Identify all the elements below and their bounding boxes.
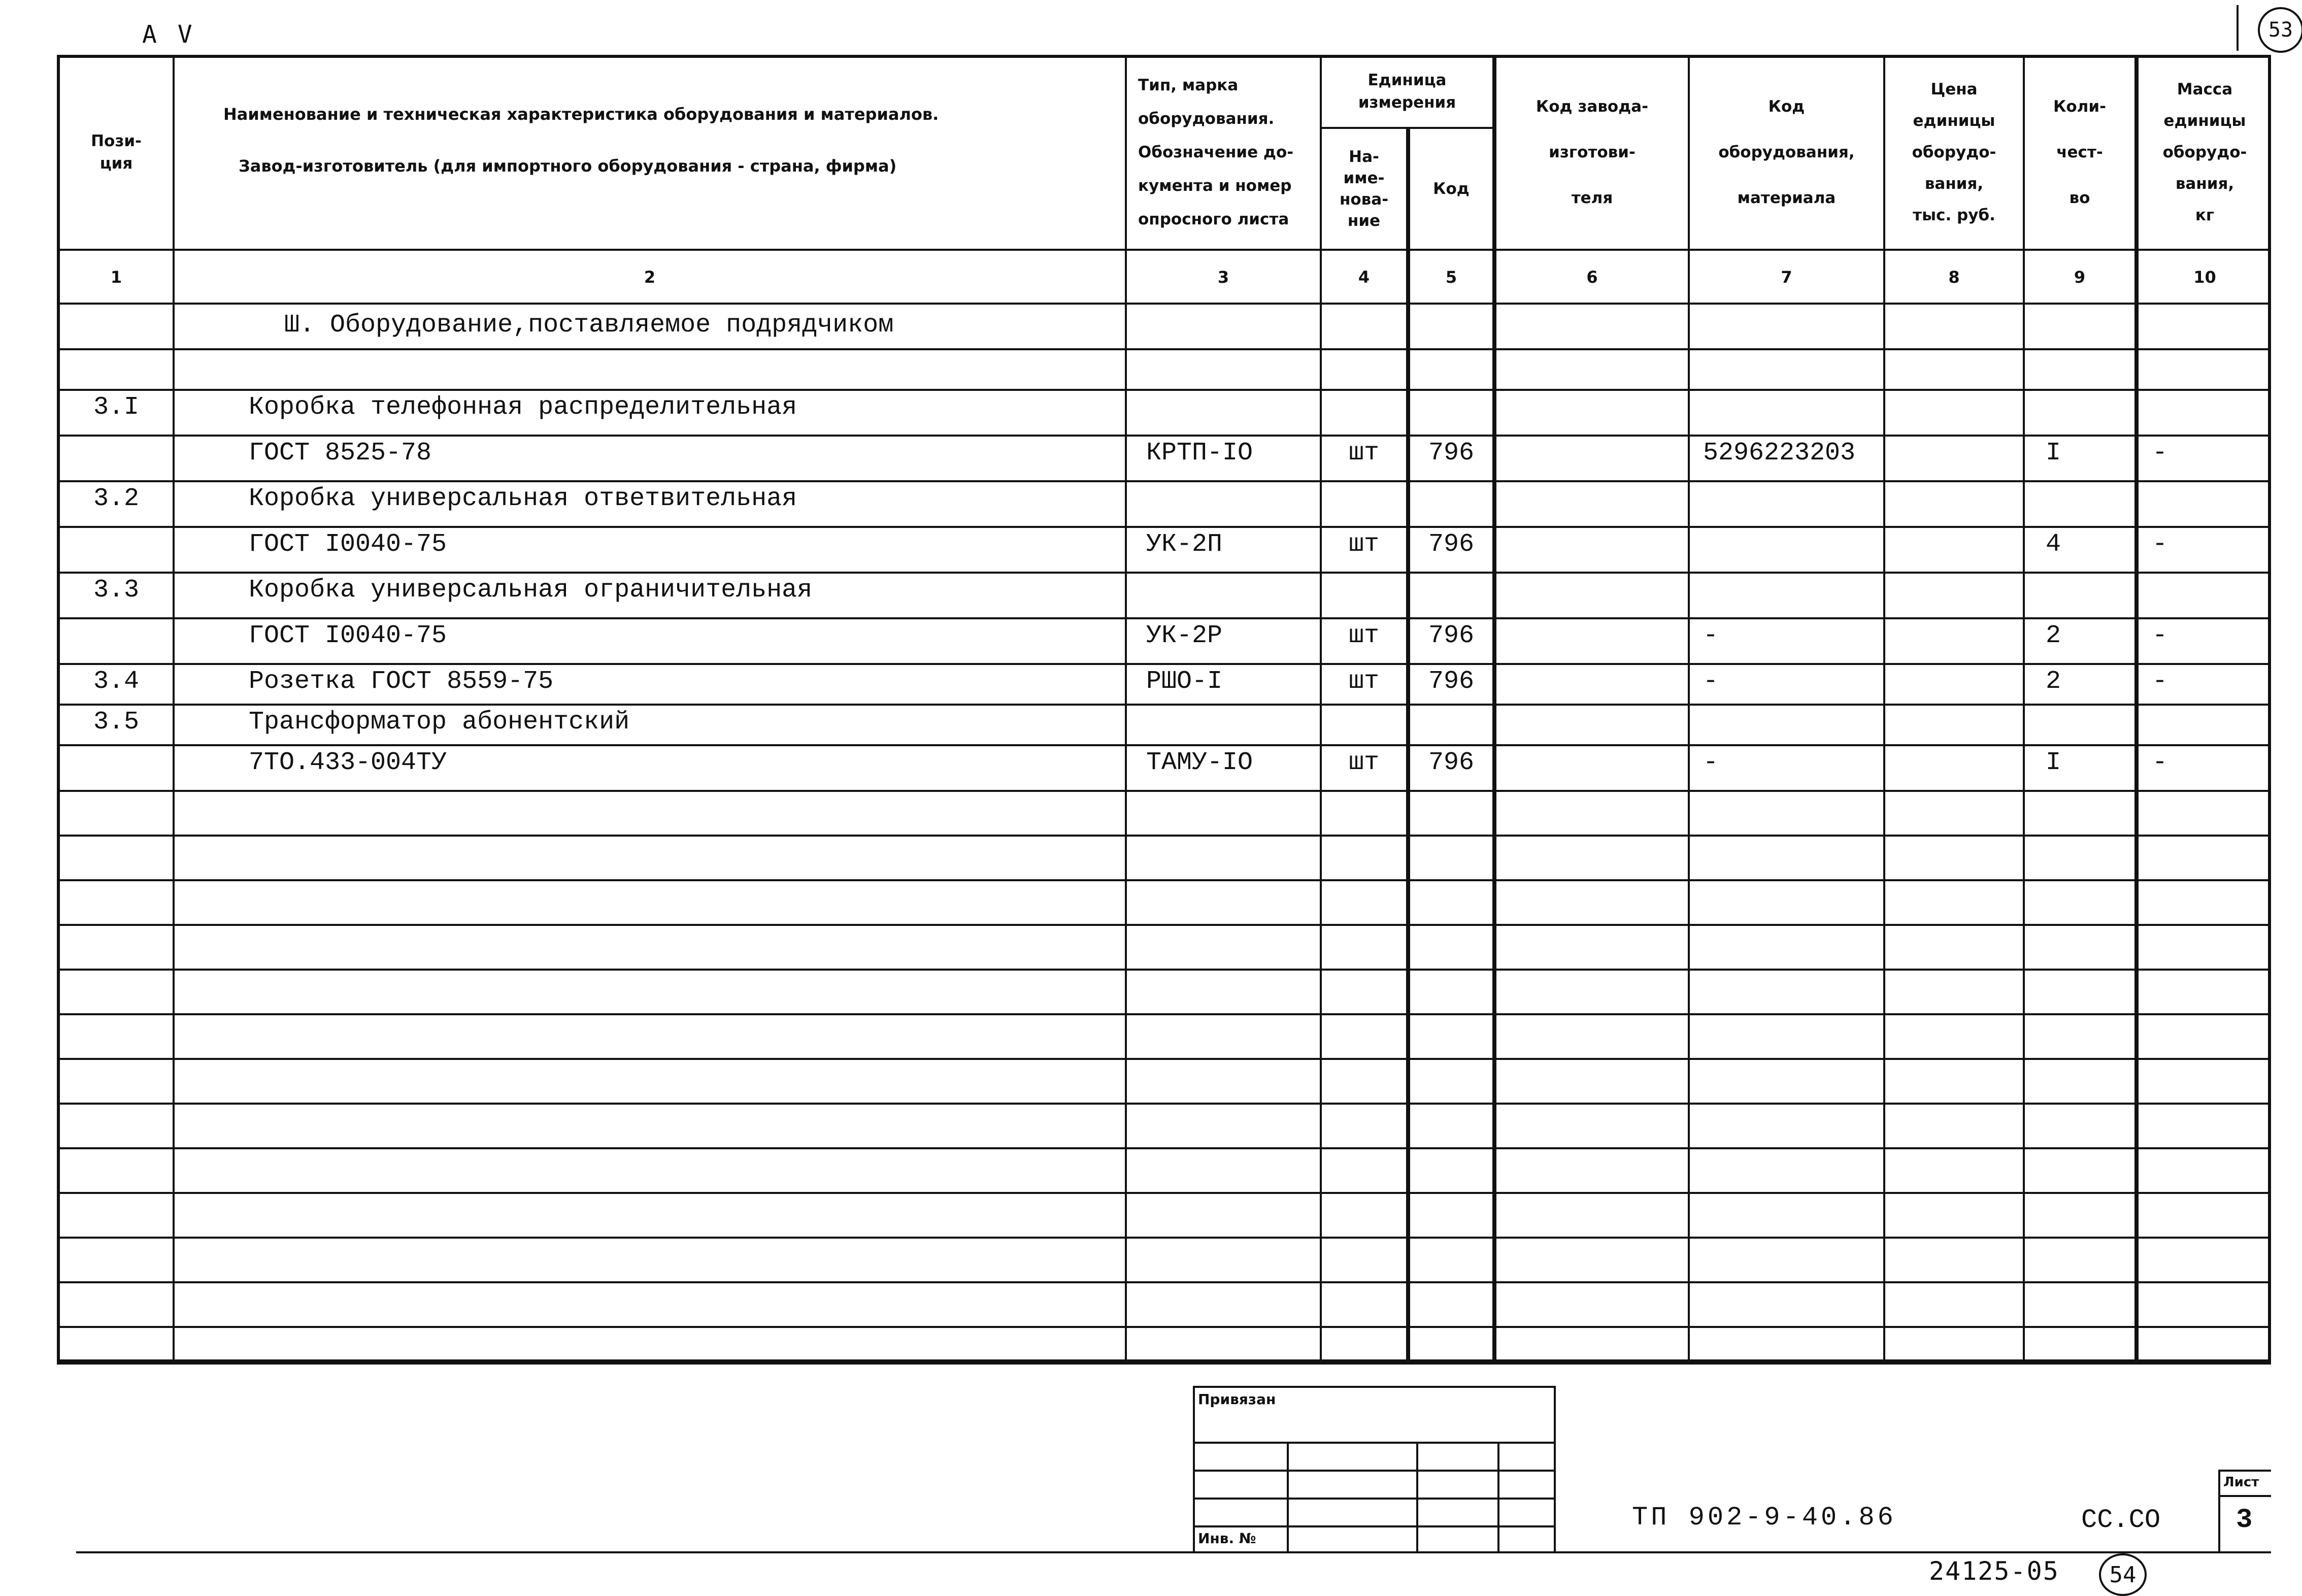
top-corner-line <box>2237 5 2239 51</box>
header-position: Пози- ция <box>91 132 142 173</box>
type-cell: ТАМУ-IO <box>1146 748 1253 777</box>
col-divider-3 <box>1320 55 1322 1362</box>
unit-code-cell: 796 <box>1428 748 1474 777</box>
document-mark: СС.СО <box>2081 1505 2161 1535</box>
header-plant-code: Код завода- изготови- теля <box>1536 97 1649 207</box>
position-cell: 3.I <box>93 393 139 422</box>
name-cell: Коробка телефонная распределительная <box>249 393 797 422</box>
equipment-code-cell: 5296223203 <box>1703 439 1856 468</box>
row-rule <box>57 348 2271 350</box>
quantity-cell: 2 <box>2046 621 2061 650</box>
row-rule <box>57 835 2271 837</box>
header-mass: Масса единицы оборудо- вания, кг <box>2162 80 2247 224</box>
unit-cell: шт <box>1348 667 1379 696</box>
column-number: 7 <box>1781 268 1792 287</box>
name-cell: Коробка универсальная ответвительная <box>249 484 797 513</box>
row-rule <box>57 1281 2271 1283</box>
mass-cell: - <box>2152 530 2168 559</box>
header-unit-group: Единица измерения <box>1358 71 1456 112</box>
header-price: Цена единицы оборудо- вания, тыс. руб. <box>1912 80 1996 224</box>
row-rule <box>57 790 2271 792</box>
name-cell: ГОСТ I0040-75 <box>249 530 447 559</box>
column-number: 2 <box>644 268 656 287</box>
row-rule <box>57 1192 2271 1194</box>
name-cell: Розетка ГОСТ 8559-75 <box>249 667 554 696</box>
row-rule <box>57 924 2271 926</box>
unit-cell: шт <box>1348 748 1379 777</box>
name-cell: ГОСТ I0040-75 <box>249 621 447 650</box>
mass-cell: - <box>2152 439 2168 468</box>
col-divider-4 <box>1406 127 1410 1362</box>
header-type: Тип, марка оборудования. Обозначение до- кумента и номер опросного листа <box>1138 76 1294 228</box>
unit-cell: шт <box>1348 530 1379 559</box>
equipment-code-cell: - <box>1703 667 1719 696</box>
quantity-cell: 4 <box>2046 530 2061 559</box>
quantity-cell: 2 <box>2046 667 2061 696</box>
table-bottom-rule <box>57 1362 2271 1365</box>
stamp-rule <box>1193 1442 1556 1444</box>
stamp-rule <box>1193 1498 1556 1500</box>
bottom-page-circle: 54 <box>2099 1553 2147 1596</box>
stamp-rule <box>1193 1525 1556 1527</box>
unit-code-cell: 796 <box>1428 621 1474 650</box>
quantity-cell: I <box>2046 439 2061 468</box>
stamp-divider <box>1416 1442 1418 1553</box>
column-number: 3 <box>1217 268 1229 287</box>
position-cell: 3.3 <box>93 576 139 605</box>
document-code: ТП 902-9-40.86 <box>1632 1503 1896 1533</box>
col-divider-7 <box>1883 55 1885 1362</box>
header-quantity: Коли- чест- во <box>2053 97 2106 207</box>
inventory-label: Инв. № <box>1198 1530 1256 1547</box>
type-cell: КРТП-IO <box>1146 439 1253 468</box>
row-rule <box>57 1326 2271 1328</box>
numbers-rule <box>57 303 2271 305</box>
sheet-rule <box>2218 1495 2271 1497</box>
header-name-line2: Завод-изготовитель (для импортного оборудования - страна, фирма) <box>239 156 897 176</box>
header-equipment-code: Код оборудования, материала <box>1718 97 1855 207</box>
unit-cell: шт <box>1348 439 1379 468</box>
type-cell: УК-2П <box>1146 530 1223 559</box>
stamp-divider <box>1497 1442 1499 1553</box>
row-rule <box>57 1103 2271 1105</box>
header-unit-name: На- име- нова- ние <box>1339 148 1389 230</box>
sheet-number: 3 <box>2236 1505 2253 1536</box>
name-cell: 7ТО.433-004ТУ <box>249 748 447 777</box>
name-cell: Трансформатор абонентский <box>249 708 630 737</box>
binding-label: Привязан <box>1198 1391 1276 1408</box>
section-title: Ш. Оборудование,поставляемое подрядчиком <box>284 311 894 340</box>
mass-cell: - <box>2152 621 2168 650</box>
row-rule <box>57 879 2271 881</box>
equipment-code-cell: - <box>1703 748 1719 777</box>
column-number: 6 <box>1586 268 1598 287</box>
type-cell: РШО-I <box>1146 667 1223 696</box>
row-rule <box>57 1058 2271 1060</box>
header-unit-code: Код <box>1433 180 1470 198</box>
column-number: 10 <box>2193 268 2216 287</box>
unit-code-cell: 796 <box>1428 530 1474 559</box>
mass-cell: - <box>2152 667 2168 696</box>
sheet-label: Лист <box>2223 1475 2259 1490</box>
name-cell: ГОСТ 8525-78 <box>249 439 432 468</box>
row-rule <box>57 1147 2271 1149</box>
header-rule <box>57 249 2271 251</box>
column-number: 1 <box>110 268 122 287</box>
column-number: 8 <box>1948 268 1960 287</box>
archive-number: 24125-05 <box>1929 1556 2059 1586</box>
col-divider-1 <box>173 55 175 1362</box>
top-page-circle: 53 <box>2258 7 2302 53</box>
col-divider-9 <box>2134 55 2139 1362</box>
position-cell: 3.5 <box>93 708 139 737</box>
unit-code-cell: 796 <box>1428 667 1474 696</box>
mass-cell: - <box>2152 748 2168 777</box>
row-rule <box>57 1237 2271 1239</box>
unit-code-cell: 796 <box>1428 439 1474 468</box>
column-number: 4 <box>1358 268 1370 287</box>
name-cell: Коробка универсальная ограничительная <box>249 576 813 605</box>
header-name-line1: Наименование и техническая характеристика оборудования и материалов. <box>223 105 939 124</box>
col-divider-2 <box>1125 55 1127 1362</box>
col-divider-6 <box>1688 55 1690 1362</box>
column-number: 5 <box>1445 268 1457 287</box>
col-divider-5 <box>1492 55 1496 1362</box>
type-cell: УК-2Р <box>1146 621 1223 650</box>
top-mark: А V <box>142 20 195 49</box>
position-cell: 3.4 <box>93 667 139 696</box>
col-divider-8 <box>2023 55 2025 1362</box>
quantity-cell: I <box>2046 748 2061 777</box>
stamp-rule <box>1193 1470 1556 1472</box>
row-rule <box>57 1013 2271 1015</box>
column-number: 9 <box>2074 268 2086 287</box>
unit-cell: шт <box>1348 621 1379 650</box>
row-rule <box>57 969 2271 971</box>
stamp-divider <box>1287 1442 1289 1553</box>
position-cell: 3.2 <box>93 484 139 513</box>
title-block-rule <box>76 1551 2271 1553</box>
equipment-code-cell: - <box>1703 621 1719 650</box>
